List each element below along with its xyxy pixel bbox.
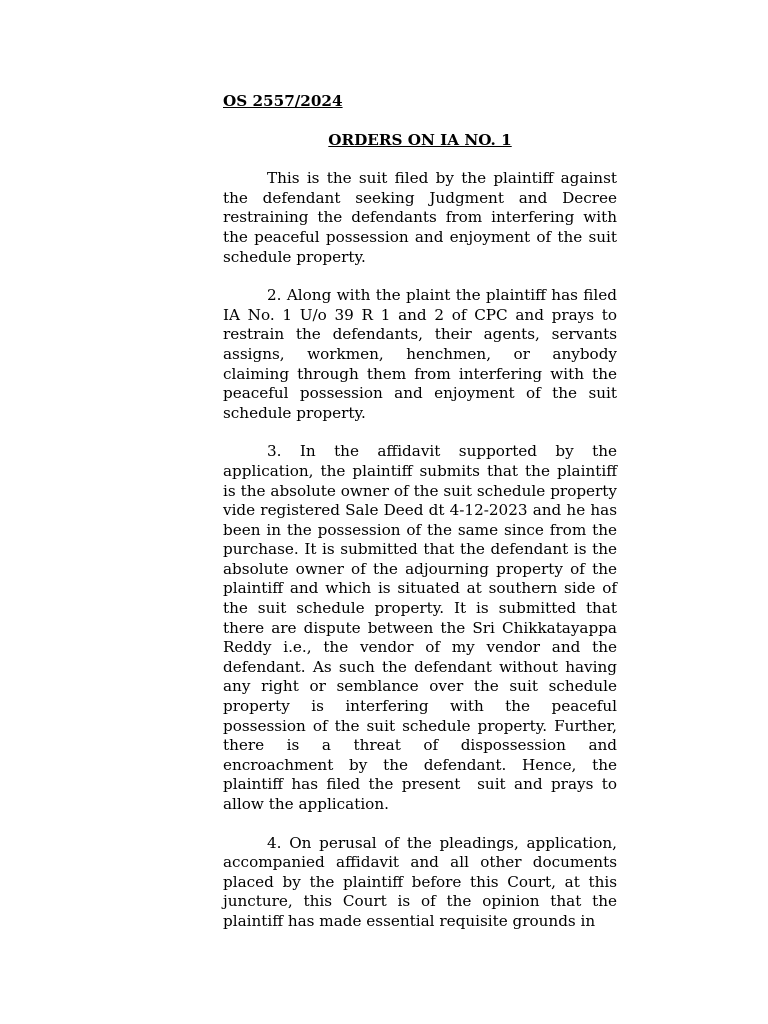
paragraph-4-perusal: 4. On perusal of the pleadings, application, accompanied affidavit and all other documents placed by the plaintiff before this Court, at this juncture, this Court is of the opinion that the plaintiff has made essential requisite grounds in bbox=[223, 833, 622, 930]
paragraph-3-affidavit: 3. In the affidavit supported by the application, the plaintiff submits that the plaintiff is the absolute owner of the suit schedule property vide registered Sale Deed dt 4-12-2023 and he has been in the possession of the same since from the purchase. It is submitted that the defendant is the absolute owner of the adjourning property of the plaintiff and which is situated at southern side of the suit schedule property. It is submitted that there are dispute between the Sri Chikkatayappa Reddy i.e., the vendor of my vendor and the defendant. As such the defendant without having any right or semblance over the suit schedule property is interfering with the peaceful possession of the suit schedule property. Further, there is a threat of dispossession and encroachment by the defendant. Hence, the plaintiff has filed the present suit and prays to allow the application. bbox=[223, 442, 622, 813]
paragraph-intro: This is the suit filed by the plaintiff against the defendant seeking Judgment and Decree restraining the defendants from interfering with the peaceful possession and enjoyment of the suit schedule property. bbox=[223, 169, 622, 266]
order-heading: ORDERS ON IA NO. 1 bbox=[328, 130, 512, 149]
document-page bbox=[223, 90, 622, 932]
case-number: OS 2557/2024 bbox=[223, 92, 343, 110]
paragraph-2-ia-filed: 2. Along with the plaint the plaintiff has filed IA No. 1 U/o 39 R 1 and 2 of CPC and prays to restrain the defendants, their agents, servants assigns, workmen, henchmen, or anybody claiming through them from interfering with the peaceful possession and enjoyment of the suit schedule property. bbox=[223, 286, 622, 422]
